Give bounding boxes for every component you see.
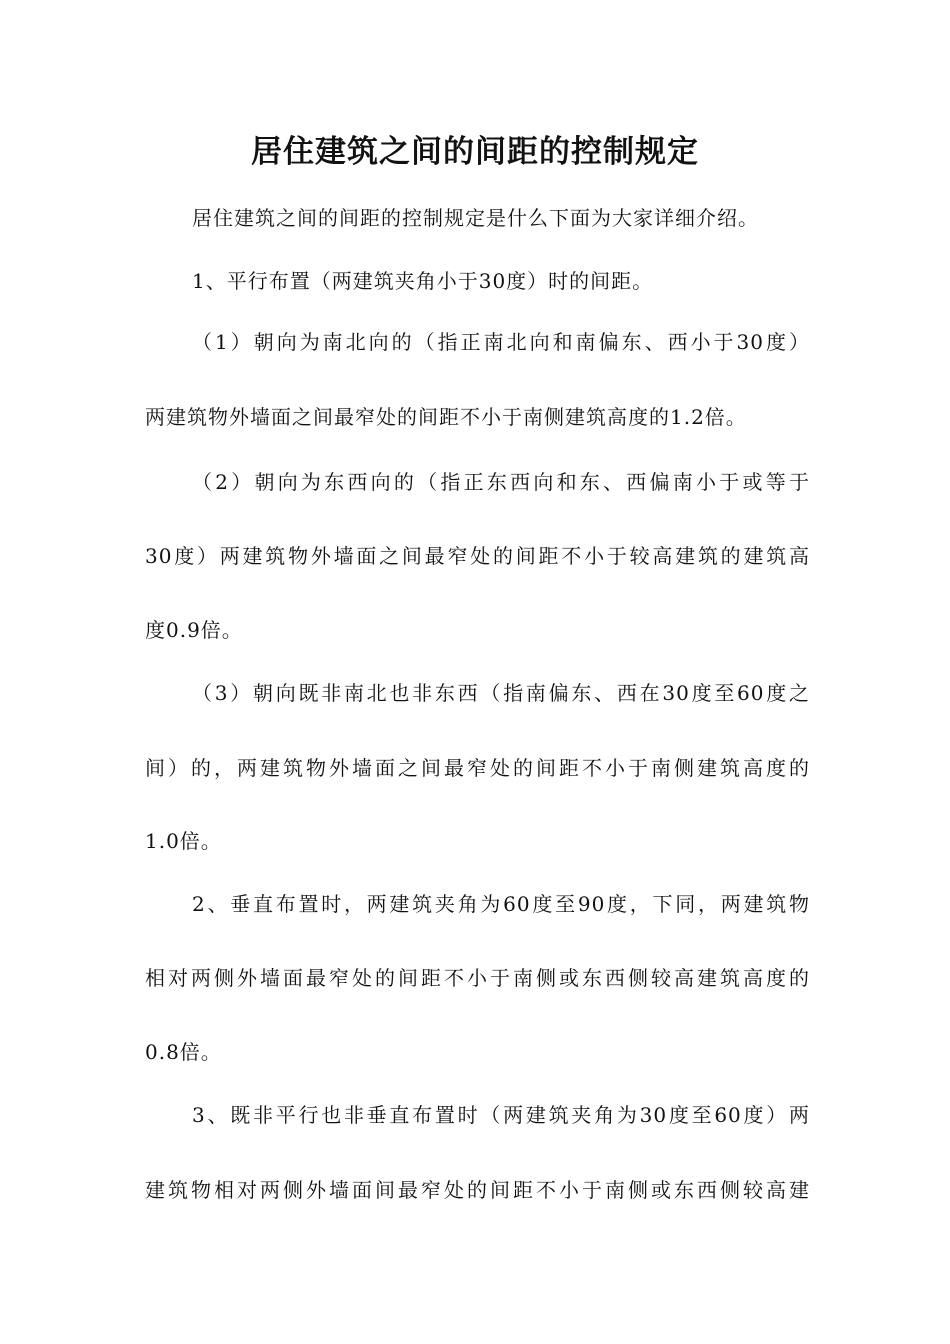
paragraph-item-1-2-line-3: 度0.9倍。 (145, 618, 243, 642)
paragraph-item-1-1-line-1: （1）朝向为南北向的（指正南北向和南偏东、西小于30度） (192, 330, 810, 354)
paragraph-item-3-line-1: 3、既非平行也非垂直布置时（两建筑夹角为30度至60度）两 (192, 1103, 810, 1127)
paragraph-item-1: 1、平行布置（两建筑夹角小于30度）时的间距。 (192, 269, 654, 293)
paragraph-item-1-2-line-2: 30度）两建筑物外墙面之间最窄处的间距不小于较高建筑的建筑高 (145, 544, 810, 568)
paragraph-intro: 居住建筑之间的间距的控制规定是什么下面为大家详细介绍。 (192, 206, 759, 230)
paragraph-item-1-1-line-2: 两建筑物外墙面之间最窄处的间距不小于南侧建筑高度的1.2倍。 (145, 405, 747, 429)
paragraph-item-2-line-2: 相对两侧外墙面最窄处的间距不小于南侧或东西侧较高建筑高度的 (145, 966, 810, 990)
paragraph-item-1-2-line-1: （2）朝向为东西向的（指正东西向和东、西偏南小于或等于 (192, 470, 810, 494)
paragraph-item-3-line-2: 建筑物相对两侧外墙面间最窄处的间距不小于南侧或东西侧较高建 (145, 1178, 810, 1202)
paragraph-item-2-line-1: 2、垂直布置时，两建筑夹角为60度至90度，下同，两建筑物 (192, 892, 810, 916)
paragraph-item-2-line-3: 0.8倍。 (145, 1040, 222, 1064)
paragraph-item-1-3-line-2: 间）的，两建筑物外墙面之间最窄处的间距不小于南侧建筑高度的 (145, 756, 810, 780)
document-title: 居住建筑之间的间距的控制规定 (251, 134, 699, 170)
paragraph-item-1-3-line-3: 1.0倍。 (145, 829, 222, 853)
paragraph-item-1-3-line-1: （3）朝向既非南北也非东西（指南偏东、西在30度至60度之 (192, 681, 810, 705)
